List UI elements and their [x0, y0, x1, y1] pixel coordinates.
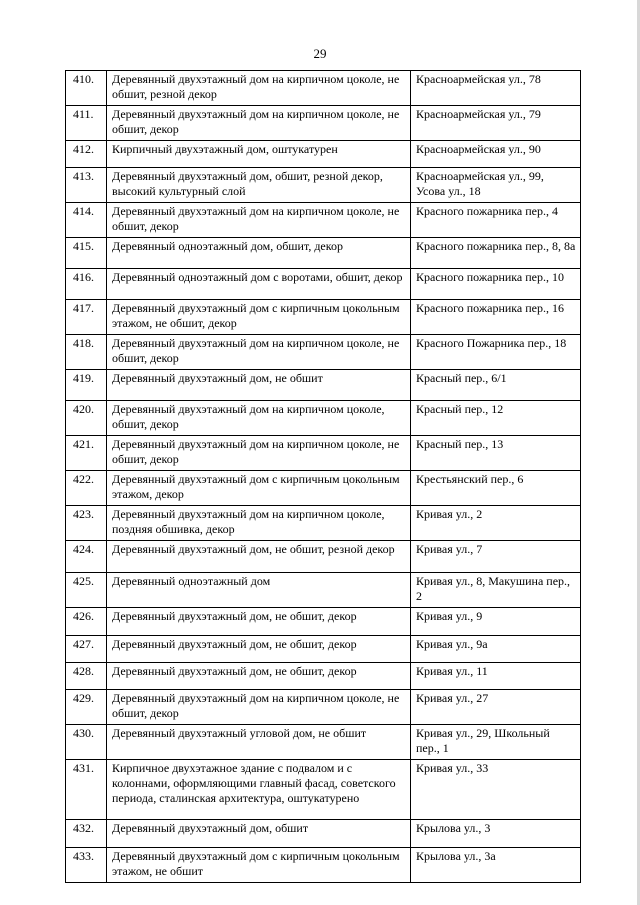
object-address: Красноармейская ул., 79 — [411, 106, 581, 141]
object-description: Деревянный двухэтажный дом, не обшит — [107, 370, 411, 401]
object-description: Деревянный двухэтажный дом, не обшит, декор — [107, 663, 411, 690]
table-row — [66, 636, 581, 663]
table-row — [66, 663, 581, 690]
table-row — [66, 760, 581, 820]
row-number: 412. — [66, 141, 107, 168]
table-row — [66, 141, 581, 168]
object-address: Кривая ул., 9 — [411, 608, 581, 636]
table-row — [66, 203, 581, 238]
object-description: Деревянный двухэтажный дом, обшит — [107, 820, 411, 848]
object-address: Красного пожарника пер., 4 — [411, 203, 581, 238]
object-address: Красного пожарника пер., 10 — [411, 269, 581, 300]
object-description: Деревянный двухэтажный дом, не обшит, декор — [107, 608, 411, 636]
object-description: Деревянный двухэтажный дом на кирпичном цоколе, не обшит, декор — [107, 335, 411, 370]
object-address: Красный пер., 13 — [411, 436, 581, 471]
object-description: Деревянный двухэтажный дом, не обшит, резной декор — [107, 541, 411, 573]
table-row — [66, 506, 581, 541]
object-address: Красного пожарника пер., 8, 8а — [411, 238, 581, 269]
row-number: 426. — [66, 608, 107, 636]
object-description: Деревянный двухэтажный дом с кирпичным цокольным этажом, не обшит — [107, 848, 411, 883]
object-address: Кривая ул., 33 — [411, 760, 581, 820]
row-number: 429. — [66, 690, 107, 725]
object-description: Кирпичный двухэтажный дом, оштукатурен — [107, 141, 411, 168]
row-number: 414. — [66, 203, 107, 238]
object-address: Красноармейская ул., 90 — [411, 141, 581, 168]
object-address: Красноармейская ул., 99, Усова ул., 18 — [411, 168, 581, 203]
table-row — [66, 848, 581, 883]
object-description: Деревянный двухэтажный дом на кирпичном цоколе, не обшит, декор — [107, 436, 411, 471]
heritage-objects-table — [65, 70, 581, 883]
table-row — [66, 71, 581, 106]
object-address: Крестьянский пер., 6 — [411, 471, 581, 506]
table-row — [66, 168, 581, 203]
object-description: Деревянный двухэтажный дом на кирпичном цоколе, не обшит, резной декор — [107, 71, 411, 106]
object-description: Деревянный двухэтажный угловой дом, не обшит — [107, 725, 411, 760]
object-description: Деревянный двухэтажный дом на кирпичном цоколе, не обшит, декор — [107, 690, 411, 725]
object-description: Деревянный одноэтажный дом — [107, 573, 411, 608]
table-row — [66, 106, 581, 141]
row-number: 411. — [66, 106, 107, 141]
object-address: Кривая ул., 8, Макушина пер., 2 — [411, 573, 581, 608]
object-address: Красноармейская ул., 78 — [411, 71, 581, 106]
object-address: Красный пер., 6/1 — [411, 370, 581, 401]
object-description: Деревянный двухэтажный дом, обшит, резной декор, высокий культурный слой — [107, 168, 411, 203]
object-description: Деревянный двухэтажный дом на кирпичном цоколе, не обшит, декор — [107, 106, 411, 141]
table-row — [66, 471, 581, 506]
row-number: 427. — [66, 636, 107, 663]
table-row — [66, 269, 581, 300]
object-address: Кривая ул., 27 — [411, 690, 581, 725]
object-description: Кирпичное двухэтажное здание с подвалом и с колоннами, оформляющими главный фасад, советского периода, сталинская архитектура, оштукатурено — [107, 760, 411, 820]
object-address: Крылова ул., 3 — [411, 820, 581, 848]
object-description: Деревянный двухэтажный дом на кирпичном цоколе, обшит, декор — [107, 401, 411, 436]
object-address: Красного Пожарника пер., 18 — [411, 335, 581, 370]
object-address: Кривая ул., 7 — [411, 541, 581, 573]
object-address: Кривая ул., 9а — [411, 636, 581, 663]
table-row — [66, 238, 581, 269]
row-number: 419. — [66, 370, 107, 401]
table-row — [66, 573, 581, 608]
row-number: 410. — [66, 71, 107, 106]
row-number: 413. — [66, 168, 107, 203]
table-row — [66, 300, 581, 335]
object-description: Деревянный двухэтажный дом с кирпичным цокольным этажом, декор — [107, 471, 411, 506]
row-number: 425. — [66, 573, 107, 608]
object-description: Деревянный двухэтажный дом с кирпичным цокольным этажом, не обшит, декор — [107, 300, 411, 335]
object-address: Крылова ул., 3а — [411, 848, 581, 883]
table-row — [66, 725, 581, 760]
row-number: 417. — [66, 300, 107, 335]
row-number: 415. — [66, 238, 107, 269]
table-row — [66, 608, 581, 636]
table-row — [66, 820, 581, 848]
row-number: 420. — [66, 401, 107, 436]
object-description: Деревянный одноэтажный дом с воротами, обшит, декор — [107, 269, 411, 300]
row-number: 418. — [66, 335, 107, 370]
row-number: 428. — [66, 663, 107, 690]
row-number: 432. — [66, 820, 107, 848]
object-address: Кривая ул., 11 — [411, 663, 581, 690]
table-row — [66, 436, 581, 471]
object-description: Деревянный двухэтажный дом на кирпичном цоколе, поздняя обшивка, декор — [107, 506, 411, 541]
table-row — [66, 541, 581, 573]
object-description: Деревянный одноэтажный дом, обшит, декор — [107, 238, 411, 269]
row-number: 433. — [66, 848, 107, 883]
page-number: 29 — [313, 46, 327, 61]
table-row — [66, 690, 581, 725]
table-row — [66, 370, 581, 401]
object-address: Кривая ул., 2 — [411, 506, 581, 541]
object-description: Деревянный двухэтажный дом, не обшит, декор — [107, 636, 411, 663]
row-number: 422. — [66, 471, 107, 506]
object-description: Деревянный двухэтажный дом на кирпичном цоколе, не обшит, декор — [107, 203, 411, 238]
object-address: Кривая ул., 29, Школьный пер., 1 — [411, 725, 581, 760]
row-number: 424. — [66, 541, 107, 573]
table-row — [66, 401, 581, 436]
row-number: 430. — [66, 725, 107, 760]
object-address: Красного пожарника пер., 16 — [411, 300, 581, 335]
object-address: Красный пер., 12 — [411, 401, 581, 436]
row-number: 423. — [66, 506, 107, 541]
row-number: 421. — [66, 436, 107, 471]
row-number: 431. — [66, 760, 107, 820]
table-row — [66, 335, 581, 370]
row-number: 416. — [66, 269, 107, 300]
